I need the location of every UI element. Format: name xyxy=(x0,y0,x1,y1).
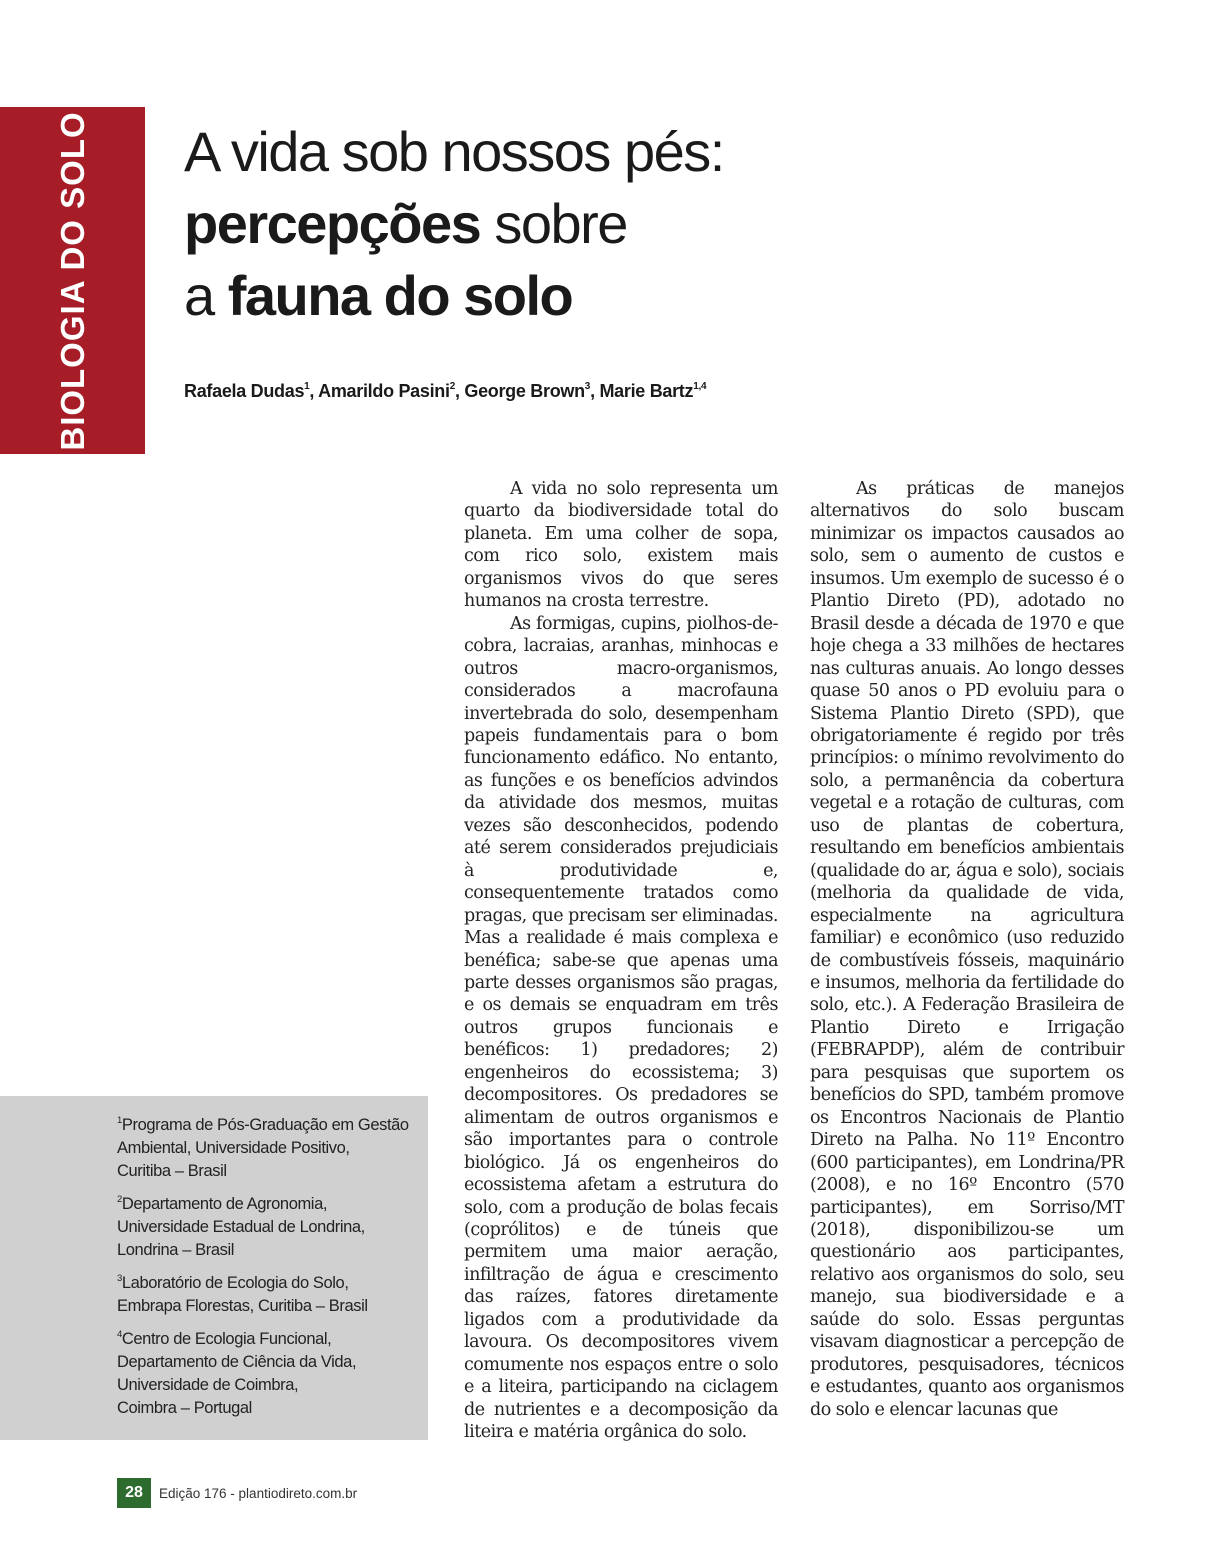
affiliation-line: Departamento de Agronomia, xyxy=(121,1195,328,1213)
title-line-1: A vida sob nossos pés: xyxy=(184,120,724,183)
author-name: George Brown xyxy=(464,381,585,401)
affiliation-1 xyxy=(117,1114,417,1183)
affiliation-line: Universidade de Coimbra, xyxy=(117,1376,299,1394)
affiliation-3 xyxy=(117,1272,417,1318)
body-paragraph: A vida no solo representa um quarto da biodiversidade total do planeta. Em uma colher de sopa, com rico solo, existem mais organismos vivos do que seres humanos na crosta terrestre. xyxy=(464,479,778,612)
author-name: Amarildo Pasini xyxy=(318,381,450,401)
author-name: Marie Bartz xyxy=(599,381,694,401)
body-paragraph: As práticas de manejos alternativos do solo buscam minimizar os impactos causados ao solo, sem o aumento de custos e insumos. Um exemplo de sucesso é o Plantio Direto (PD), adotado no Brasil desde a década de 1970 e que hoje chega a 33 milhões de hectares nas culturas anuais. Ao longo desses quase 50 anos o PD evoluiu para o Sistema Plantio Direto (SPD), que obrigatoriamente é regido por três princípios: o mínimo revolvimento do solo, a permanência da cobertura vegetal e a rotação de culturas, com uso de plantas de cobertura, resultando em benefícios ambientais (qualidade do ar, água e solo), sociais (melhoria da qualidade de vida, especialmente na agricultura familiar) e econômico (uso reduzido de combustíveis fósseis, maquinário e insumos, melhoria da fertilidade do solo, etc.). A Federação Brasileira de Plantio Direto e Irrigação (FEBRAPDP), além de contribuir para pesquisas que suportem os benefícios do SPD, também promove os Encontros Nacionais de Plantio Direto na Palha. No 11º Encontro (600 participantes), em Londrina/PR (2008), e no 16º Encontro (570 participantes), em Sorriso/MT (2018), disponibilizou-se um questionário aos participantes, relativo aos organismos do solo, seu manejo, sua biodiversidade e a saúde do solo. Essas perguntas visavam diagnosticar a percepção de produtores, pesquisadores, técnicos e estudantes, quanto aos organismos do solo e elencar lacunas que xyxy=(810,479,1124,1420)
title-line-2-rest: sobre xyxy=(480,192,627,255)
affiliation-4 xyxy=(117,1328,417,1420)
body-column-2 xyxy=(810,478,1124,1421)
affiliation-line: Universidade Estadual de Londrina, xyxy=(117,1218,365,1236)
author-affiliation-ref: 1 xyxy=(304,381,310,392)
affiliation-number: 2 xyxy=(117,1194,122,1205)
section-band xyxy=(0,107,145,454)
page-footer xyxy=(117,1478,357,1508)
affiliation-line: Centro de Ecologia Funcional, xyxy=(121,1330,332,1348)
author-list xyxy=(184,381,706,402)
author-name: Rafaela Dudas xyxy=(184,381,305,401)
author-affiliation-ref: 2 xyxy=(449,381,455,392)
author-separator: , xyxy=(590,381,600,401)
affiliation-line: Ambiental, Universidade Positivo, xyxy=(117,1139,350,1157)
title-line-3-prefix: a xyxy=(184,264,228,327)
affiliation-2 xyxy=(117,1193,417,1262)
author-separator: , xyxy=(309,381,319,401)
article-title xyxy=(184,116,844,332)
affiliation-line: Programa de Pós-Graduação em Gestão xyxy=(121,1116,409,1134)
affiliation-number: 1 xyxy=(117,1115,122,1126)
author-affiliation-ref: 1,4 xyxy=(693,381,707,392)
affiliation-line: Coimbra – Portugal xyxy=(117,1399,252,1417)
author-separator: , xyxy=(454,381,465,401)
affiliation-number: 3 xyxy=(117,1273,122,1284)
title-bold-perceptions: percepções xyxy=(184,192,481,255)
author-affiliation-ref: 3 xyxy=(584,381,591,392)
affiliation-line: Embrapa Florestas, Curitiba – Brasil xyxy=(117,1297,368,1315)
affiliation-line: Laboratório de Ecologia do Solo, xyxy=(121,1274,349,1292)
edition-info: Edição 176 - plantiodireto.com.br xyxy=(159,1485,358,1501)
affiliation-number: 4 xyxy=(117,1329,122,1340)
body-column-1 xyxy=(464,478,778,1443)
section-label: BIOLOGIA DO SOLO xyxy=(53,110,91,451)
affiliation-line: Londrina – Brasil xyxy=(117,1241,235,1259)
title-bold-soil-fauna: fauna do solo xyxy=(227,264,573,327)
affiliation-line: Departamento de Ciência da Vida, xyxy=(117,1353,357,1371)
body-paragraph: As formigas, cupins, piolhos-de-cobra, lacraias, aranhas, minhocas e outros macro-organismos, considerados a macrofauna invertebrada do solo, desempenham papeis fundamentais para o bom funcionamento edáfico. No entanto, as funções e os benefícios advindos da atividade dos mesmos, muitas vezes são desconhecidos, podendo até serem considerados prejudiciais à produtividade e, consequentemente tratados como pragas, que precisam ser eliminadas. Mas a realidade é mais complexa e benéfica; sabe-se que apenas uma parte desses organismos são pragas, e os demais se enquadram em três outros grupos funcionais e benéficos: 1) predadores; 2) engenheiros do ecossistema; 3) decompositores. Os predadores se alimentam de outros organismos e são importantes para o controle biológico. Já os engenheiros do ecossistema afetam a estrutura do solo, com a produção de bolas fecais (coprólitos) e de túneis que permitem uma maior aeração, infiltração de água e crescimento das raízes, fatores diretamente ligados com a produtividade da lavoura. Os decompositores vivem comumente nos espaços entre o solo e a liteira, participando na ciclagem de nutrientes e a decomposição da liteira e matéria orgânica do solo. xyxy=(464,613,778,1443)
page-number-badge: 28 xyxy=(117,1478,151,1508)
affiliation-line: Curitiba – Brasil xyxy=(117,1162,227,1180)
